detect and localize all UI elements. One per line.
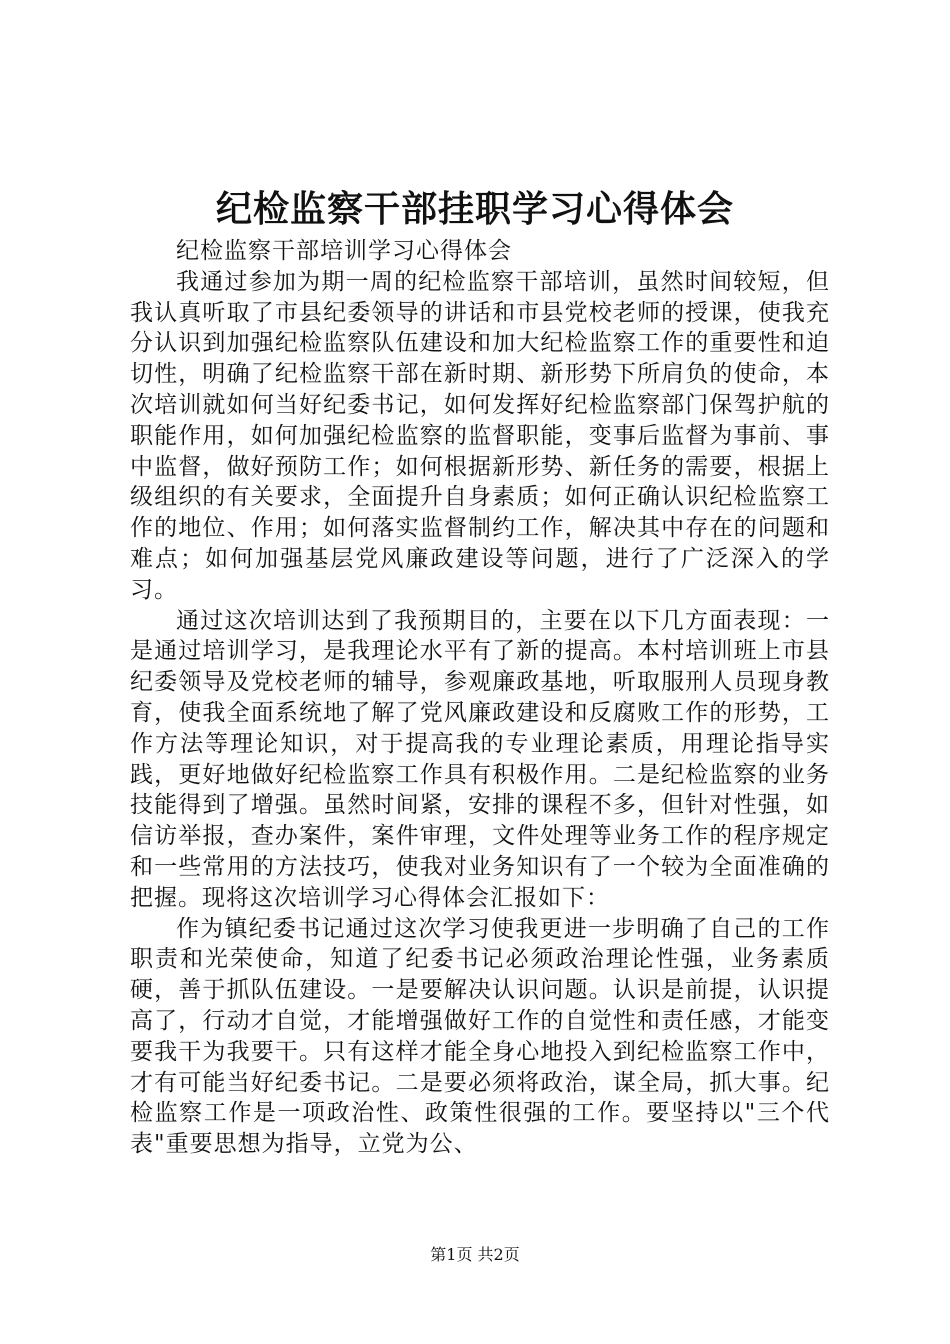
document-title: 纪检监察干部挂职学习心得体会: [215, 188, 734, 230]
paragraph-2: 通过这次培训达到了我预期目的，主要在以下几方面表现：一是通过培训学习，是我理论水平有了新的提高。本村培训班上市县纪委领导及党校老师的辅导，参观廉政基地，听取服刑人员现身教育，使我全面系统地了解了党风廉政建设和反腐败工作的形势，工作方法等理论知识，对于提高我的专业理论素质，用理论指导实践，更好地做好纪检监察工作具有积极作用。二是纪检监察的业务技能得到了增强。虽然时间紧，安排的课程不多，但针对性强，如信访举报，查办案件，案件审理，文件处理等业务工作的程序规定和一些常用的方法技巧，使我对业务知识有了一个较为全面准确的把握。现将这次培训学习心得体会汇报如下：: [130, 607, 830, 911]
paragraph-3: 作为镇纪委书记通过这次学习使我更进一步明确了自己的工作职责和光荣使命，知道了纪委书记必须政治理论性强，业务素质硬，善于抓队伍建设。一是要解决认识问题。认识是前提，认识提高了，行动才自觉，才能增强做好工作的自觉性和责任感，才能变要我干为我要干。只有这样才能全身心地投入到纪检监察工作中，才有可能当好纪委书记。二是要必须将政治，谋全局，抓大事。纪检监察工作是一项政治性、政策性很强的工作。要坚持以"三个代表"重要思想为指导，立党为公、: [130, 915, 830, 1158]
paragraph-1: 我通过参加为期一周的纪检监察干部培训，虽然时间较短，但我认真听取了市县纪委领导的讲话和市县党校老师的授课，使我充分认识到加强纪检监察队伍建设和加大纪检监察工作的重要性和迫切性，明确了纪检监察干部在新时期、新形势下所肩负的使命，本次培训就如何当好纪委书记，如何发挥好纪检监察部门保驾护航的职能作用，如何加强纪检监察的监督职能，变事后监督为事前、事中监督，做好预防工作；如何根据新形势、新任务的需要，根据上级组织的有关要求，全面提升自身素质；如何正确认识纪检监察工作的地位、作用；如何落实监督制约工作，解决其中存在的问题和难点；如何加强基层党风廉政建设等问题，进行了广泛深入的学习。: [130, 268, 830, 603]
page-number: 第1页 共2页: [430, 1245, 520, 1264]
document-body: [130, 236, 830, 1160]
document-subtitle: 纪检监察干部培训学习心得体会: [176, 238, 512, 264]
